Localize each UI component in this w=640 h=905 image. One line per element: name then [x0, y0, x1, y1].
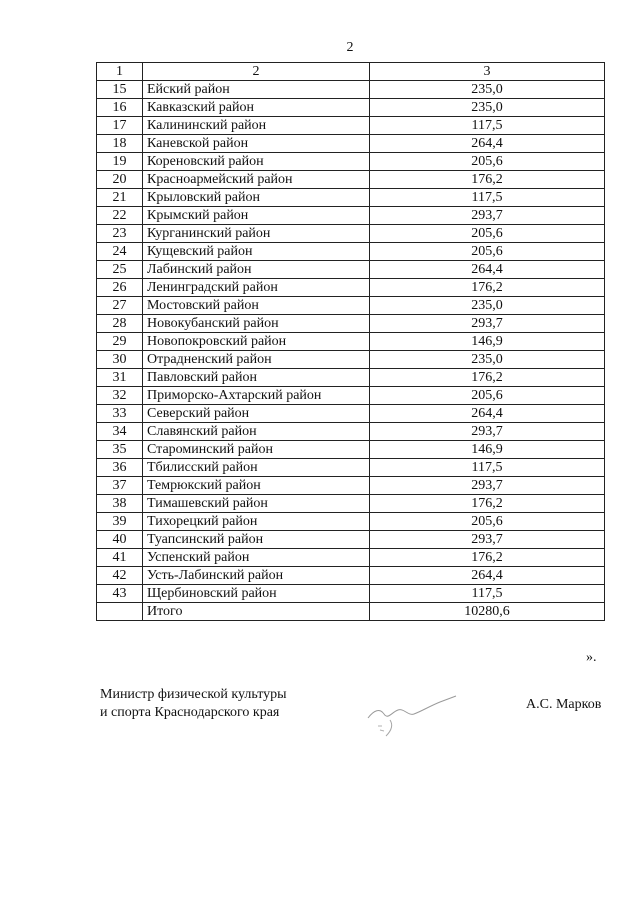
district-value: 205,6: [370, 153, 605, 171]
closing-quote: ».: [586, 650, 597, 665]
table-row: [97, 171, 605, 189]
district-value: 264,4: [370, 567, 605, 585]
page-number: 2: [346, 40, 354, 55]
table-row: [97, 243, 605, 261]
district-value: 264,4: [370, 261, 605, 279]
table-row: [97, 369, 605, 387]
row-number: 36: [97, 459, 143, 477]
district-value: 176,2: [370, 369, 605, 387]
table-row: [97, 351, 605, 369]
table-row: [97, 333, 605, 351]
district-value: 205,6: [370, 513, 605, 531]
table-total-row: [97, 603, 605, 621]
table-row: [97, 387, 605, 405]
district-value: 205,6: [370, 225, 605, 243]
row-number: 43: [97, 585, 143, 603]
table-row: [97, 405, 605, 423]
row-number: 22: [97, 207, 143, 225]
row-number: 35: [97, 441, 143, 459]
table-row: [97, 549, 605, 567]
row-number: 20: [97, 171, 143, 189]
table-row: [97, 459, 605, 477]
district-name: Калининский район: [143, 117, 370, 135]
signature-name: А.С. Марков: [526, 697, 602, 712]
district-value: 146,9: [370, 441, 605, 459]
district-name: Усть-Лабинский район: [143, 567, 370, 585]
header-cell-1: 1: [97, 63, 143, 81]
signature-title-line2: и спорта Краснодарского края: [100, 705, 280, 720]
table-row: [97, 513, 605, 531]
table-header-row: [97, 63, 605, 81]
district-value: 264,4: [370, 135, 605, 153]
district-value: 235,0: [370, 351, 605, 369]
district-name: Северский район: [143, 405, 370, 423]
table-row: [97, 153, 605, 171]
signature-title: [100, 686, 287, 722]
row-number: 18: [97, 135, 143, 153]
row-number: 33: [97, 405, 143, 423]
district-name: Мостовский район: [143, 297, 370, 315]
district-name: Староминский район: [143, 441, 370, 459]
district-name: Крыловский район: [143, 189, 370, 207]
row-number: 23: [97, 225, 143, 243]
header-cell-2: 2: [143, 63, 370, 81]
row-number: 39: [97, 513, 143, 531]
handwritten-signature: [360, 690, 470, 740]
table-row: [97, 495, 605, 513]
row-number: 16: [97, 99, 143, 117]
table-row: [97, 99, 605, 117]
table-row: [97, 315, 605, 333]
district-value: 293,7: [370, 477, 605, 495]
district-name: Успенский район: [143, 549, 370, 567]
table-row: [97, 189, 605, 207]
district-name: Кущевский район: [143, 243, 370, 261]
district-value: 235,0: [370, 99, 605, 117]
district-name: Тбилисский район: [143, 459, 370, 477]
row-number: 34: [97, 423, 143, 441]
district-name: Темрюкский район: [143, 477, 370, 495]
district-name: Щербиновский район: [143, 585, 370, 603]
district-value: 293,7: [370, 423, 605, 441]
table-row: [97, 279, 605, 297]
header-cell-3: 3: [370, 63, 605, 81]
row-number: 38: [97, 495, 143, 513]
district-value: 117,5: [370, 117, 605, 135]
row-number: 40: [97, 531, 143, 549]
table-row: [97, 585, 605, 603]
district-name: Курганинский район: [143, 225, 370, 243]
district-name: Туапсинский район: [143, 531, 370, 549]
district-name: Каневской район: [143, 135, 370, 153]
district-value: 235,0: [370, 297, 605, 315]
district-name: Новокубанский район: [143, 315, 370, 333]
district-name: Кавказский район: [143, 99, 370, 117]
total-label: Итого: [143, 603, 370, 621]
table-row: [97, 297, 605, 315]
district-name: Тимашевский район: [143, 495, 370, 513]
table-row: [97, 207, 605, 225]
row-number: 42: [97, 567, 143, 585]
district-value: 205,6: [370, 243, 605, 261]
district-value: 176,2: [370, 495, 605, 513]
district-value: 117,5: [370, 459, 605, 477]
row-number: 29: [97, 333, 143, 351]
row-number: 19: [97, 153, 143, 171]
district-name: Лабинский район: [143, 261, 370, 279]
district-value: 264,4: [370, 405, 605, 423]
district-value: 146,9: [370, 333, 605, 351]
row-number: 21: [97, 189, 143, 207]
table-row: [97, 531, 605, 549]
row-number: 15: [97, 81, 143, 99]
district-name: Ленинградский район: [143, 279, 370, 297]
row-number: 32: [97, 387, 143, 405]
district-value: 293,7: [370, 531, 605, 549]
row-number: 17: [97, 117, 143, 135]
table-row: [97, 81, 605, 99]
district-value: 293,7: [370, 315, 605, 333]
row-number: 37: [97, 477, 143, 495]
district-name: Красноармейский район: [143, 171, 370, 189]
districts-table: [96, 62, 605, 621]
district-value: 176,2: [370, 279, 605, 297]
district-name: Ейский район: [143, 81, 370, 99]
district-value: 205,6: [370, 387, 605, 405]
row-number: 25: [97, 261, 143, 279]
table-row: [97, 117, 605, 135]
district-value: 293,7: [370, 207, 605, 225]
row-number: 30: [97, 351, 143, 369]
district-value: 117,5: [370, 585, 605, 603]
district-value: 176,2: [370, 549, 605, 567]
row-number: 41: [97, 549, 143, 567]
district-name: Кореновский район: [143, 153, 370, 171]
district-name: Павловский район: [143, 369, 370, 387]
table-row: [97, 423, 605, 441]
district-value: 176,2: [370, 171, 605, 189]
district-value: 235,0: [370, 81, 605, 99]
district-name: Приморско-Ахтарский район: [143, 387, 370, 405]
row-number: 26: [97, 279, 143, 297]
district-name: Тихорецкий район: [143, 513, 370, 531]
district-name: Крымский район: [143, 207, 370, 225]
row-number: 28: [97, 315, 143, 333]
total-empty-cell: [97, 603, 143, 621]
table-row: [97, 441, 605, 459]
signature-title-line1: Министр физической культуры: [100, 687, 287, 702]
total-value: 10280,6: [370, 603, 605, 621]
row-number: 24: [97, 243, 143, 261]
table-row: [97, 135, 605, 153]
district-value: 117,5: [370, 189, 605, 207]
district-name: Славянский район: [143, 423, 370, 441]
table-row: [97, 567, 605, 585]
table-row: [97, 225, 605, 243]
row-number: 31: [97, 369, 143, 387]
district-name: Отрадненский район: [143, 351, 370, 369]
district-name: Новопокровский район: [143, 333, 370, 351]
row-number: 27: [97, 297, 143, 315]
table-row: [97, 477, 605, 495]
table-row: [97, 261, 605, 279]
